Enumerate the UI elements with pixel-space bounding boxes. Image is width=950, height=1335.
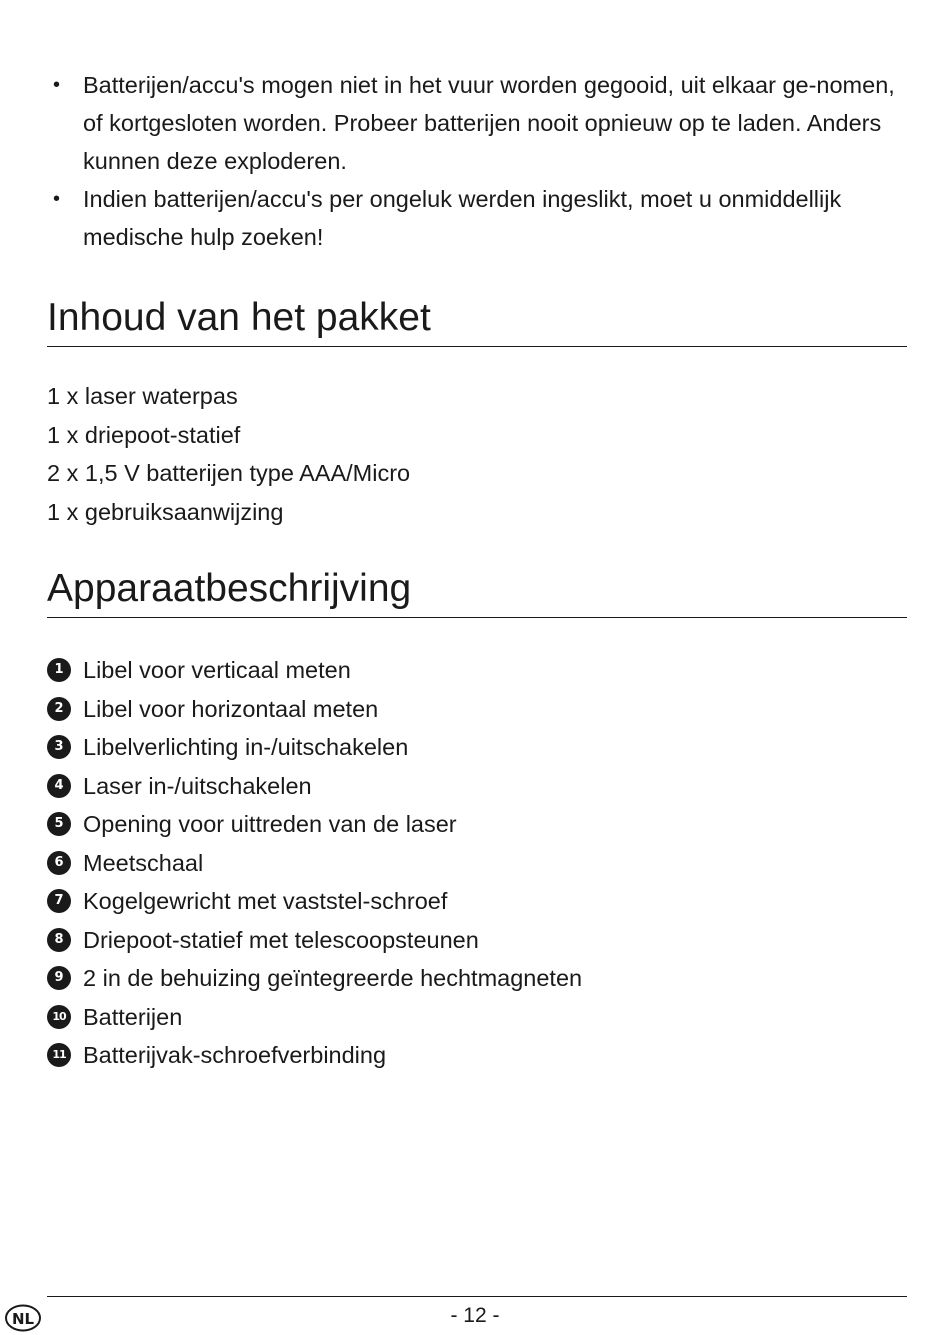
bullet-icon: • [53,188,61,210]
list-item [47,805,907,844]
part-label: Opening voor uittreden van de laser [83,811,457,837]
part-label: Libelverlichting in-/uitschakelen [83,734,409,760]
list-item: 2 x 1,5 V batterijen type AAA/Micro [47,460,411,486]
number-badge-icon: 3 [47,735,71,759]
number-badge-icon: 4 [47,774,71,798]
warning-text: Batterijen/accu's mogen niet in het vuur worden gegooid, uit elkaar ge-nomen, of kortgesloten worden. Probeer batterijen nooit opnieuw op te laden. Anders kunnen deze exploderen. [83,72,895,174]
number-badge-icon: 7 [47,889,71,913]
list-item: 1 x laser waterpas [47,383,238,409]
list-item [47,66,907,180]
section-heading-contents: Inhoud van het pakket [47,294,907,347]
part-label: 2 in de behuizing geïntegreerde hechtmagneten [83,965,583,991]
part-label: Driepoot-statief met telescoopsteunen [83,926,479,953]
page-number: - 12 - [450,1304,500,1327]
list-item [47,767,907,806]
list-item [47,921,907,960]
number-badge-icon: 8 [47,928,71,952]
number-badge-icon: 10 [47,1005,71,1029]
warning-list [47,66,907,256]
number-badge-icon: 1 [47,658,71,682]
number-badge-icon: 2 [47,697,71,721]
part-label: Libel voor horizontaal meten [83,695,379,722]
number-badge-icon: 5 [47,812,71,836]
part-label: Meetschaal [83,849,204,876]
list-item: 1 x gebruiksaanwijzing [47,498,284,525]
bullet-icon: • [53,74,61,96]
list-item [47,959,907,998]
section-heading-description: Apparaatbeschrijving [47,565,907,618]
list-item: 1 x driepoot-statief [47,421,241,448]
list-item [47,690,907,729]
contents-list [47,377,907,531]
number-badge-icon: 9 [47,966,71,990]
parts-list [47,651,907,1075]
part-label: Batterijen [83,1003,183,1030]
list-item [47,1036,907,1075]
document-page [47,66,907,1075]
language-badge-text: NL [11,1310,35,1328]
part-label: Batterijvak-schroefverbinding [83,1042,387,1068]
part-label: Laser in-/uitschakelen [83,772,312,799]
list-item [47,728,907,767]
number-badge-icon: 6 [47,851,71,875]
footer-divider [47,1296,907,1297]
list-item [47,844,907,883]
list-item [47,998,907,1037]
part-label: Kogelgewricht met vaststel-schroef [83,888,448,914]
warning-text: Indien batterijen/accu's per ongeluk werden ingeslikt, moet u onmiddellijk medische hulp zoeken! [83,186,842,250]
number-badge-icon: 11 [47,1043,71,1067]
list-item [47,651,907,690]
list-item [47,180,907,256]
part-label: Libel voor verticaal meten [83,657,351,683]
list-item [47,882,907,921]
